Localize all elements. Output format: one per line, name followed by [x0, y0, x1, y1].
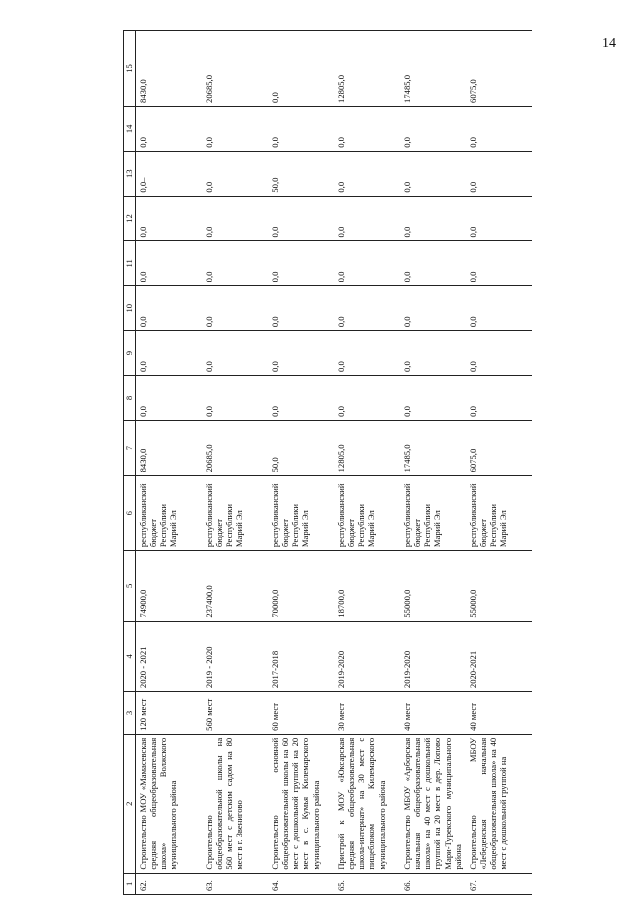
value-cell: 0,0 [136, 286, 203, 331]
value-cell: 0,0 [466, 331, 532, 376]
table-row [466, 31, 532, 895]
row-number: 62. [136, 873, 203, 894]
value-cell: 0,0 [136, 106, 203, 151]
row-number: 67. [466, 873, 532, 894]
value-cell: 20685,0 [202, 420, 268, 476]
header-cell: 4 [124, 621, 136, 691]
value-cell: 0,0 [268, 331, 334, 376]
value-cell: 0,0 [400, 106, 466, 151]
value-cell: 0,0 [400, 331, 466, 376]
value-cell: 0,0– [136, 151, 203, 196]
capacity: 40 мест [400, 692, 466, 735]
table-row [400, 31, 466, 895]
value-cell: 0,0 [136, 196, 203, 241]
value-cell: 50,0 [268, 420, 334, 476]
value-cell: 0,0 [466, 196, 532, 241]
value-cell: 0,0 [202, 331, 268, 376]
value-cell: 0,0 [268, 106, 334, 151]
value-cell: 0,0 [400, 376, 466, 421]
object-name: Пристрой к МОУ «Юксарская средняя общеобразовательная школа-интернат» на 30 мест с пищеблоком Килемарского муниципального района [334, 734, 400, 873]
period: 2019-2020 [334, 621, 400, 691]
header-cell: 6 [124, 476, 136, 551]
value-cell: 0,0 [334, 331, 400, 376]
value-cell: 0,0 [466, 376, 532, 421]
header-row [124, 31, 136, 895]
table-row [136, 31, 203, 895]
object-name: Строительство МОУ «Мамасевская средняя общеобразовательная школа» Волжского муниципального района [136, 734, 203, 873]
header-cell: 10 [124, 286, 136, 331]
value-cell: 0,0 [400, 241, 466, 286]
value-cell: 50,0 [268, 151, 334, 196]
value-cell: 0,0 [202, 286, 268, 331]
period: 2019 - 2020 [202, 621, 268, 691]
header-cell: 11 [124, 241, 136, 286]
value-cell: 0,0 [400, 151, 466, 196]
capacity: 60 мест [268, 692, 334, 735]
table-row [202, 31, 268, 895]
value-cell: 0,0 [334, 241, 400, 286]
cost: 70000,0 [268, 551, 334, 621]
value-cell: 6075,0 [466, 420, 532, 476]
value-cell: 0,0 [268, 241, 334, 286]
funding-source: республиканский бюджет Республики Марий Эл [136, 476, 203, 551]
header-cell: 15 [124, 31, 136, 107]
value-cell: 0,0 [268, 31, 334, 107]
row-number: 66. [400, 873, 466, 894]
header-cell: 13 [124, 151, 136, 196]
row-number: 63. [202, 873, 268, 894]
value-cell: 0,0 [466, 106, 532, 151]
value-cell: 0,0 [202, 376, 268, 421]
funding-source: республиканский бюджет Республики Марий Эл [466, 476, 532, 551]
row-number: 65. [334, 873, 400, 894]
header-cell: 1 [124, 873, 136, 894]
object-name: Строительство общеобразовательной школы на 560 мест с детским садом на 80 мест в г. Звенигово [202, 734, 268, 873]
value-cell: 0,0 [136, 331, 203, 376]
value-cell: 0,0 [268, 196, 334, 241]
value-cell: 0,0 [268, 286, 334, 331]
value-cell: 0,0 [334, 196, 400, 241]
header-cell: 2 [124, 734, 136, 873]
value-cell: 0,0 [334, 376, 400, 421]
cost: 18700,0 [334, 551, 400, 621]
value-cell: 0,0 [466, 241, 532, 286]
value-cell: 0,0 [334, 151, 400, 196]
value-cell: 20685,0 [202, 31, 268, 107]
value-cell: 0,0 [136, 376, 203, 421]
header-cell: 14 [124, 106, 136, 151]
funding-source: республиканский бюджет Республики Марий Эл [334, 476, 400, 551]
value-cell: 6075,0 [466, 31, 532, 107]
value-cell: 0,0 [202, 241, 268, 286]
value-cell: 0,0 [466, 151, 532, 196]
header-cell: 7 [124, 420, 136, 476]
capacity: 40 мест [466, 692, 532, 735]
period: 2020 - 2021 [136, 621, 203, 691]
table-row [334, 31, 400, 895]
value-cell: 0,0 [334, 106, 400, 151]
funding-source: республиканский бюджет Республики Марий Эл [400, 476, 466, 551]
object-name: Строительство МБОУ «Лебеденская начальная общеобразовательная школа» на 40 мест с дошкольной группой на [466, 734, 532, 873]
value-cell: 12805,0 [334, 31, 400, 107]
table-row [268, 31, 334, 895]
header-cell: 12 [124, 196, 136, 241]
row-number: 64. [268, 873, 334, 894]
header-cell: 9 [124, 331, 136, 376]
capacity: 120 мест [136, 692, 203, 735]
program-table [123, 30, 532, 895]
period: 2019-2020 [400, 621, 466, 691]
value-cell: 0,0 [202, 196, 268, 241]
header-cell: 8 [124, 376, 136, 421]
page-number: 14 [602, 36, 616, 51]
cost: 237400,0 [202, 551, 268, 621]
value-cell: 0,0 [400, 196, 466, 241]
value-cell: 0,0 [136, 241, 203, 286]
cost: 55000,0 [466, 551, 532, 621]
rotated-table-container [123, 30, 640, 895]
value-cell: 8430,0 [136, 420, 203, 476]
value-cell: 0,0 [268, 376, 334, 421]
value-cell: 0,0 [202, 106, 268, 151]
capacity: 560 мест [202, 692, 268, 735]
cost: 55000,0 [400, 551, 466, 621]
value-cell: 12805,0 [334, 420, 400, 476]
value-cell: 0,0 [202, 151, 268, 196]
value-cell: 0,0 [466, 286, 532, 331]
value-cell: 17485,0 [400, 31, 466, 107]
funding-source: республиканский бюджет Республики Марий Эл [202, 476, 268, 551]
capacity: 30 мест [334, 692, 400, 735]
object-name: Строительство МБОУ «Арборская начальная общеобразовательная школа» на 40 мест с дошкольной группой на 20 мест в дер. Лопово Мари-Турекского муниципального района [400, 734, 466, 873]
value-cell: 8430,0 [136, 31, 203, 107]
period: 2017-2018 [268, 621, 334, 691]
value-cell: 0,0 [400, 286, 466, 331]
funding-source: республиканский бюджет Республики Марий Эл [268, 476, 334, 551]
object-name: Строительство основной общеобразовательной школы на 60 мест с дошкольной группой на 20 мест в с. Кумья Килемарского муниципального района [268, 734, 334, 873]
value-cell: 17485,0 [400, 420, 466, 476]
cost: 74900,0 [136, 551, 203, 621]
header-cell: 3 [124, 692, 136, 735]
period: 2020-2021 [466, 621, 532, 691]
value-cell: 0,0 [334, 286, 400, 331]
header-cell: 5 [124, 551, 136, 621]
